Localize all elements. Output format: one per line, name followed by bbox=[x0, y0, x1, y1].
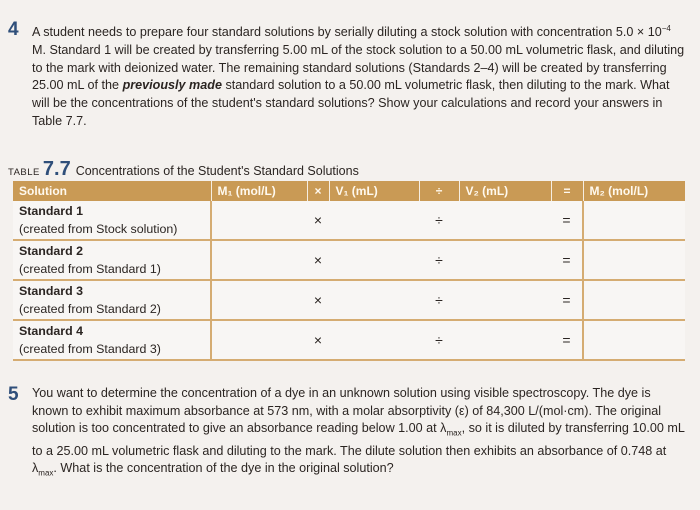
header-m2: M₂ (mol/L) bbox=[583, 181, 685, 201]
header-v1: V₁ (mL) bbox=[329, 181, 419, 201]
header-divide: ÷ bbox=[419, 181, 459, 201]
equals-sign: = bbox=[551, 201, 583, 240]
v2-cell[interactable] bbox=[459, 280, 551, 320]
solution-name: Standard 3 bbox=[19, 284, 84, 298]
times-sign: × bbox=[307, 240, 329, 280]
divide-sign: ÷ bbox=[419, 201, 459, 240]
exponent: −4 bbox=[661, 24, 671, 33]
m2-cell[interactable] bbox=[583, 240, 685, 280]
v2-cell[interactable] bbox=[459, 240, 551, 280]
solution-desc: (created from Standard 3) bbox=[19, 342, 161, 356]
equals-sign: = bbox=[551, 280, 583, 320]
problem-5-text-part: , so it is diluted by transferring 10.00 mL to a 25.00 mL volumetric flask and diluting to the mark. The dilute solution then exhibits an absorbance of 0.748 at λ bbox=[32, 421, 685, 476]
problem-4-number: 4 bbox=[8, 19, 19, 40]
divide-sign: ÷ bbox=[419, 240, 459, 280]
problem-4-text-part: standard solution to a 50.00 mL volumetric flask, then diluting to the mark. What will be the concentrations of the student's standard solutions? Show your calculations and record your answers in Table 7.7. bbox=[32, 78, 670, 128]
problem-4 bbox=[8, 20, 686, 130]
solution-cell bbox=[13, 280, 211, 320]
solution-cell bbox=[13, 240, 211, 280]
equals-sign: = bbox=[551, 240, 583, 280]
table-header-row bbox=[13, 181, 685, 201]
problem-5-text bbox=[32, 385, 686, 483]
solution-cell bbox=[13, 320, 211, 360]
problem-5-number: 5 bbox=[8, 384, 19, 405]
times-sign: × bbox=[307, 201, 329, 240]
solution-desc: (created from Standard 2) bbox=[19, 302, 161, 316]
m2-cell[interactable] bbox=[583, 320, 685, 360]
times-sign: × bbox=[307, 280, 329, 320]
table-row bbox=[13, 280, 685, 320]
solution-desc: (created from Stock solution) bbox=[19, 222, 178, 236]
subscript-max: max bbox=[446, 428, 462, 438]
caption-title: Concentrations of the Student's Standard Solutions bbox=[75, 164, 359, 178]
table-row bbox=[13, 201, 685, 240]
v1-cell[interactable] bbox=[329, 240, 419, 280]
problem-4-text-part: M. Standard 1 will be created by transferring 5.00 mL of the stock solution to a 50.00 mL volumetric flask, and diluting to the mark with deionized water. The remaining standard solutions (Standards 2–4) will be created by transferring 25.00 mL of the bbox=[32, 42, 685, 93]
m1-cell[interactable] bbox=[211, 201, 307, 240]
header-equals: = bbox=[551, 181, 583, 201]
problem-4-text-part: A student needs to prepare four standard solutions by serially diluting a stock solution with concentration 5.0 × 10 bbox=[32, 25, 662, 40]
v2-cell[interactable] bbox=[459, 201, 551, 240]
v1-cell[interactable] bbox=[329, 280, 419, 320]
times-sign: × bbox=[307, 320, 329, 360]
table-caption bbox=[8, 158, 359, 181]
equals-sign: = bbox=[551, 320, 583, 360]
subscript-max: max bbox=[38, 468, 54, 478]
m2-cell[interactable] bbox=[583, 280, 685, 320]
v1-cell[interactable] bbox=[329, 320, 419, 360]
table-row bbox=[13, 240, 685, 280]
header-solution: Solution bbox=[13, 181, 211, 201]
solution-cell bbox=[13, 201, 211, 240]
solution-name: Standard 2 bbox=[19, 244, 84, 258]
divide-sign: ÷ bbox=[419, 280, 459, 320]
m1-cell[interactable] bbox=[211, 240, 307, 280]
m2-cell[interactable] bbox=[583, 201, 685, 240]
table-row bbox=[13, 320, 685, 360]
solution-name: Standard 1 bbox=[19, 204, 84, 218]
divide-sign: ÷ bbox=[419, 320, 459, 360]
header-times: × bbox=[307, 181, 329, 201]
solution-name: Standard 4 bbox=[19, 324, 84, 338]
problem-5 bbox=[8, 385, 686, 483]
header-m1: M₁ (mol/L) bbox=[211, 181, 307, 201]
caption-number: 7.7 bbox=[42, 158, 71, 180]
concentration-table bbox=[13, 181, 685, 361]
caption-label: TABLE bbox=[8, 167, 40, 178]
problem-5-text-part: You want to determine the concentration of a dye in an unknown solution using visible spectroscopy. The dye is known to exhibit maximum absorbance at 573 nm, with a molar absorptivity (ε) of 84,300 L/(mol·cm). The original solution is too concentrated to give an absorbance reading below 1.00 at λ bbox=[32, 386, 662, 436]
m1-cell[interactable] bbox=[211, 320, 307, 360]
problem-4-text bbox=[32, 20, 686, 130]
problem-5-text-part: . What is the concentration of the dye in the original solution? bbox=[53, 461, 394, 476]
solution-desc: (created from Standard 1) bbox=[19, 262, 161, 276]
header-v2: V₂ (mL) bbox=[459, 181, 551, 201]
problem-4-emphasis: previously made bbox=[122, 78, 222, 93]
m1-cell[interactable] bbox=[211, 280, 307, 320]
v1-cell[interactable] bbox=[329, 201, 419, 240]
v2-cell[interactable] bbox=[459, 320, 551, 360]
